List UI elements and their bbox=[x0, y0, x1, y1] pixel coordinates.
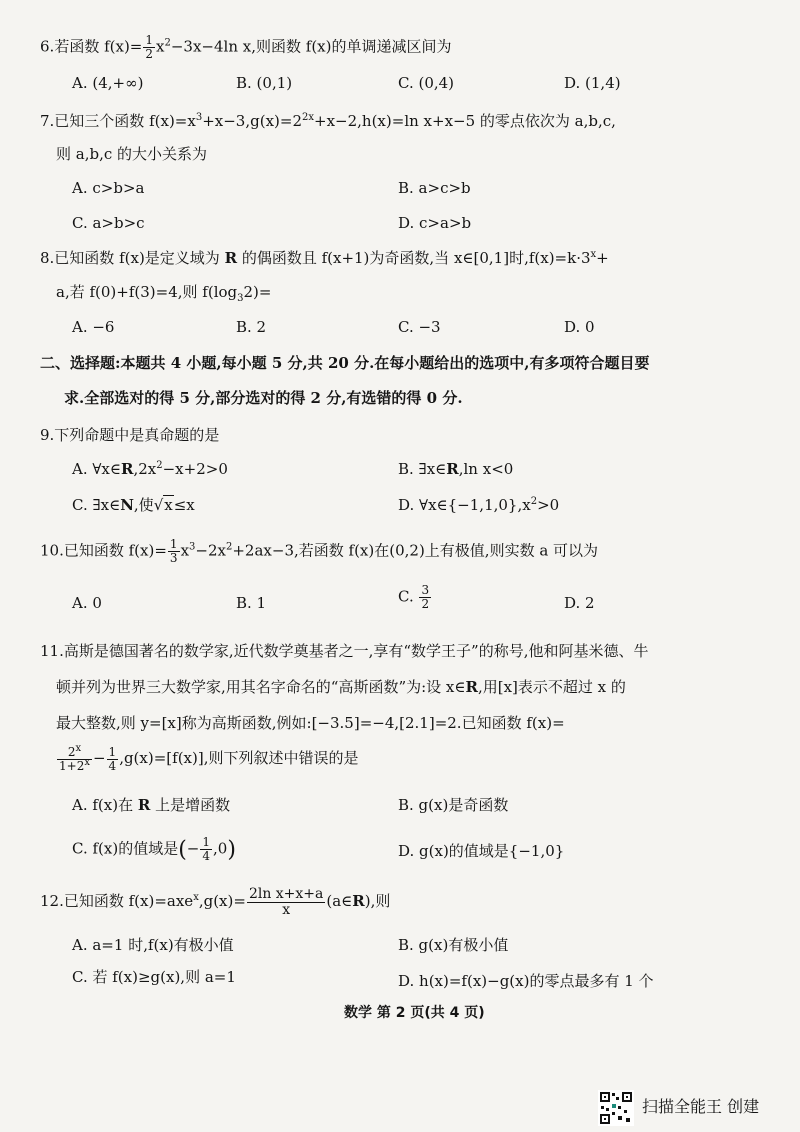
q6-option-d: D. (1,4) bbox=[564, 74, 621, 92]
q11-stem-line1: 11.高斯是德国著名的数学家,近代数学奠基者之一,享有“数学王子”的称号,他和阿基米德、牛 bbox=[40, 642, 649, 660]
q12-text-1: 12.已知函数 f(x)=axe bbox=[40, 892, 194, 910]
q10-text-3: −2x bbox=[195, 541, 226, 560]
q8-option-c: C. −3 bbox=[398, 318, 441, 336]
q11-option-d: D. g(x)的值域是{−1,0} bbox=[398, 842, 565, 860]
q7-option-a: A. c>b>a bbox=[72, 179, 145, 197]
q11-reals: R bbox=[465, 678, 478, 696]
q11-c-fraction bbox=[200, 836, 212, 863]
q11-frac1-den-sup: x bbox=[84, 756, 90, 768]
q11-a-reals: R bbox=[137, 796, 151, 814]
q7-option-b: B. a>c>b bbox=[398, 179, 471, 197]
q10-text-1: 10.已知函数 f(x)= bbox=[40, 541, 167, 560]
q11-c-right-paren: ) bbox=[227, 837, 236, 863]
q11-frac2-num: 1 bbox=[108, 744, 117, 759]
q9-d-text-2: >0 bbox=[537, 496, 560, 514]
q12-frac-den: x bbox=[282, 901, 291, 918]
q12-fraction bbox=[247, 887, 325, 918]
q9-b-text-2: ,ln x<0 bbox=[458, 460, 514, 478]
q6-text-2: x bbox=[156, 37, 165, 56]
q11-stem-line3: 最大整数,则 y=[x]称为高斯函数,例如:[−3.5]=−4,[2.1]=2.已知函数 f(x)= bbox=[56, 714, 565, 732]
q12-option-c: C. 若 f(x)≥g(x),则 a=1 bbox=[72, 968, 236, 986]
q8-text-4: a,若 f(0)+f(3)=4,则 f(log bbox=[56, 283, 238, 301]
q8-option-b: B. 2 bbox=[236, 318, 267, 336]
q9-d-sup: 2 bbox=[530, 496, 538, 507]
q9-a-sup: 2 bbox=[156, 460, 163, 471]
q11-text-2: ,用[x]表示不超过 x 的 bbox=[477, 678, 626, 696]
q8-text-3: + bbox=[596, 249, 609, 267]
q8-stem-line1 bbox=[40, 247, 609, 269]
q11-fraction-2 bbox=[107, 746, 119, 773]
q11-frac1-den bbox=[57, 756, 92, 773]
q11-c-num: 1 bbox=[202, 835, 211, 849]
q10-sup-2: 2 bbox=[225, 541, 233, 553]
q8-stem-line2 bbox=[56, 281, 271, 303]
q10-stem bbox=[40, 538, 598, 565]
q11-frac1-den-base: 1+2 bbox=[59, 758, 85, 773]
q9-b-reals: R bbox=[446, 460, 459, 478]
q10-c-fraction bbox=[419, 584, 431, 611]
q9-c-text-3: ≤x bbox=[173, 496, 195, 514]
q9-a-text-1: A. ∀x∈ bbox=[72, 460, 121, 478]
q12-text-4: ),则 bbox=[364, 892, 391, 910]
q11-c-left-paren: ( bbox=[178, 837, 187, 863]
q9-b-text-1: B. ∃x∈ bbox=[398, 460, 447, 478]
q11-c-negative: − bbox=[186, 839, 200, 858]
q12-option-a: A. a=1 时,f(x)有极小值 bbox=[72, 936, 234, 954]
q11-option-c bbox=[72, 836, 236, 863]
q11-frac2-den: 4 bbox=[108, 758, 117, 773]
q7-text-2: +x−3,g(x)=2 bbox=[202, 112, 302, 130]
q9-c-naturals: N bbox=[120, 496, 134, 514]
q8-text-2: 的偶函数且 f(x+1)为奇函数,当 x∈[0,1]时,f(x)=k·3 bbox=[237, 249, 591, 267]
q11-text-3: ,g(x)=[f(x)],则下列叙述中错误的是 bbox=[119, 749, 359, 767]
q9-stem: 9.下列命题中是真命题的是 bbox=[40, 426, 220, 444]
page-footer: 数学 第 2 页(共 4 页) bbox=[344, 1005, 485, 1021]
q7-option-d: D. c>a>b bbox=[398, 214, 472, 232]
q9-c-text-2: ,使 bbox=[133, 496, 154, 514]
q10-c-label: C. bbox=[398, 587, 419, 606]
q11-a-text-1: A. f(x)在 bbox=[72, 796, 138, 814]
q8-sub: 3 bbox=[237, 293, 244, 304]
q10-text-4: +2ax−3,若函数 f(x)在(0,2)上有极值,则实数 a 可以为 bbox=[232, 541, 599, 560]
q7-sup-1: 3 bbox=[195, 112, 203, 123]
q11-option-a bbox=[72, 794, 230, 816]
q10-option-d: D. 2 bbox=[564, 594, 595, 612]
q9-c-text-1: C. ∃x∈ bbox=[72, 496, 121, 514]
q11-text-1: 顿并列为世界三大数学家,用其名字命名的“高斯函数”为:设 x∈ bbox=[56, 678, 466, 696]
q6-option-a: A. (4,+∞) bbox=[72, 74, 144, 92]
q11-minus: − bbox=[92, 749, 106, 767]
q6-frac-num: 1 bbox=[145, 33, 154, 47]
q7-stem-line1 bbox=[40, 110, 616, 132]
q10-option-a: A. 0 bbox=[72, 594, 102, 612]
q11-stem-line4 bbox=[56, 743, 358, 773]
q10-option-b: B. 1 bbox=[236, 594, 267, 612]
q9-a-reals: R bbox=[120, 460, 134, 478]
q11-option-b: B. g(x)是奇函数 bbox=[398, 796, 509, 814]
q11-c-text-1: C. f(x)的值域是 bbox=[72, 839, 179, 858]
q9-option-a bbox=[72, 458, 228, 480]
q6-text-1: 若函数 f(x)= bbox=[54, 37, 143, 56]
q12-option-d: D. h(x)=f(x)−g(x)的零点最多有 1 个 bbox=[398, 972, 654, 990]
q8-text-1: 8.已知函数 f(x)是定义域为 bbox=[40, 249, 225, 267]
q11-fraction-1 bbox=[57, 742, 92, 773]
q10-fraction bbox=[168, 538, 180, 565]
q6-option-b: B. (0,1) bbox=[236, 74, 293, 92]
q12-reals: R bbox=[352, 892, 365, 910]
q7-stem-line2: 则 a,b,c 的大小关系为 bbox=[56, 145, 208, 163]
q9-c-sqrt-sign: √ bbox=[153, 496, 164, 514]
q12-option-b: B. g(x)有极小值 bbox=[398, 936, 509, 954]
q9-d-text-1: D. ∀x∈{−1,1,0},x bbox=[398, 496, 531, 514]
q11-frac1-num-sup: x bbox=[75, 742, 82, 754]
q9-option-b bbox=[398, 458, 513, 480]
q10-option-c bbox=[398, 584, 432, 611]
q12-sup: x bbox=[193, 892, 199, 903]
q12-text-3: (a∈ bbox=[326, 892, 353, 910]
q9-a-text-3: −x+2>0 bbox=[162, 460, 228, 478]
q10-c-den: 2 bbox=[421, 597, 430, 611]
q9-option-c bbox=[72, 494, 195, 516]
q10-frac-den: 3 bbox=[169, 551, 178, 565]
q6-option-c: C. (0,4) bbox=[398, 74, 455, 92]
q7-text-3: +x−2,h(x)=ln x+x−5 的零点依次为 a,b,c, bbox=[314, 112, 616, 130]
q7-option-c: C. a>b>c bbox=[72, 214, 145, 232]
q10-c-num: 3 bbox=[421, 583, 430, 597]
q11-c-text-2: ,0 bbox=[213, 839, 228, 858]
q9-option-d bbox=[398, 494, 559, 516]
q9-c-sqrt-arg: x bbox=[164, 496, 173, 514]
scanner-watermark: 扫描全能王 创建 bbox=[642, 1097, 760, 1116]
q7-sup-2: 2x bbox=[302, 112, 315, 123]
q11-frac1-num-base: 2 bbox=[67, 744, 76, 759]
q12-stem bbox=[40, 886, 390, 918]
q6-frac-den: 2 bbox=[145, 47, 154, 61]
q8-sup: x bbox=[590, 249, 597, 260]
q8-reals: R bbox=[224, 249, 238, 267]
q10-sup-1: 3 bbox=[189, 541, 196, 553]
section2-heading-line1: 二、选择题:本题共 4 小题,每小题 5 分,共 20 分.在每小题给出的选项中,有多项符合题目要 bbox=[40, 354, 650, 372]
q10-frac-num: 1 bbox=[169, 537, 178, 551]
q6-fraction bbox=[143, 34, 155, 61]
q6-text-3: −3x−4ln x,则函数 f(x)的单调递减区间为 bbox=[170, 37, 452, 56]
qr-code-icon bbox=[598, 1090, 634, 1126]
q11-c-den: 4 bbox=[202, 849, 211, 863]
q8-option-a: A. −6 bbox=[72, 318, 115, 336]
q12-frac-num: 2ln x+x+a bbox=[248, 885, 324, 902]
q11-stem-line2 bbox=[56, 676, 626, 698]
q7-text-1: 7.已知三个函数 f(x)=x bbox=[40, 112, 196, 130]
q11-a-text-2: 上是增函数 bbox=[150, 796, 231, 814]
q8-option-d: D. 0 bbox=[564, 318, 595, 336]
q12-text-2: ,g(x)= bbox=[198, 892, 246, 910]
q6-number: 6. bbox=[40, 37, 55, 56]
q6-sup: 2 bbox=[164, 37, 171, 49]
q8-text-5: 2)= bbox=[243, 283, 272, 301]
q9-a-text-2: ,2x bbox=[133, 460, 157, 478]
q10-text-2: x bbox=[180, 541, 190, 560]
q6-stem bbox=[40, 34, 451, 61]
section2-heading-line2: 求.全部选对的得 5 分,部分选对的得 2 分,有选错的得 0 分. bbox=[64, 389, 463, 407]
